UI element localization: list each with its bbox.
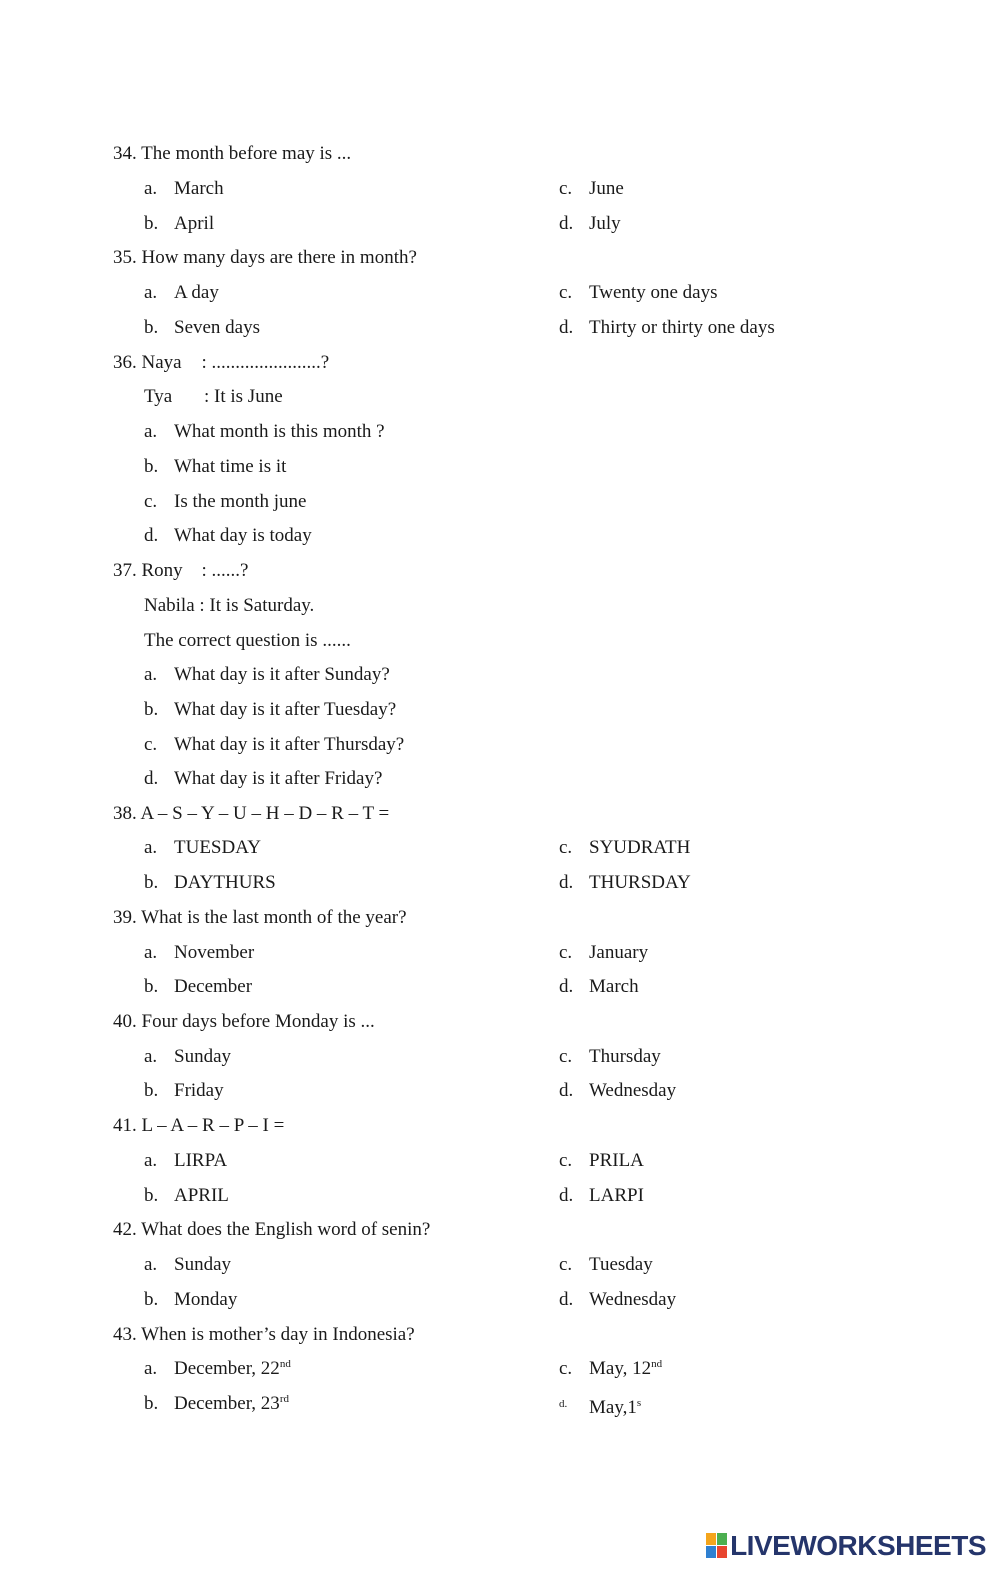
- question-prompt: The correct question is ......: [144, 630, 351, 651]
- option-letter: d.: [559, 213, 574, 234]
- option-text: December, 22: [174, 1358, 280, 1379]
- option-text: DAYTHURS: [174, 872, 276, 893]
- question-number: 43.: [113, 1324, 137, 1345]
- question-number: 38.: [113, 803, 137, 824]
- option-text: Thursday: [589, 1046, 661, 1067]
- option-letter: d.: [559, 1185, 574, 1206]
- option-letter: c.: [559, 1358, 573, 1379]
- question-40: [113, 1010, 375, 1034]
- option-letter: c.: [559, 1254, 573, 1275]
- option-text: June: [589, 178, 624, 199]
- option-letter: b.: [144, 1185, 159, 1206]
- dialog-line: : It is June: [204, 386, 283, 407]
- option-text: What day is it after Sunday?: [174, 664, 390, 685]
- option-43-d[interactable]: [559, 1392, 641, 1420]
- option-letter: b.: [144, 1289, 159, 1310]
- question-text: L – A – R – P – I =: [141, 1115, 285, 1136]
- question-35: [113, 246, 417, 270]
- question-text: Four days before Monday is ...: [141, 1011, 375, 1032]
- liveworksheets-icon: [706, 1533, 728, 1559]
- question-number: 37.: [113, 560, 137, 581]
- option-letter: d.: [559, 317, 574, 338]
- option-41-c[interactable]: [559, 1149, 644, 1173]
- option-34-c[interactable]: [559, 177, 624, 201]
- question-37: [113, 559, 248, 583]
- option-34-d[interactable]: [559, 212, 621, 236]
- option-text: LIRPA: [174, 1150, 228, 1171]
- option-36-d[interactable]: [144, 524, 312, 548]
- ordinal-suffix: s: [636, 1397, 642, 1409]
- option-36-b[interactable]: [144, 455, 286, 479]
- option-text: APRIL: [174, 1185, 229, 1206]
- option-42-d[interactable]: [559, 1288, 676, 1312]
- option-text: April: [174, 213, 215, 234]
- option-text: THURSDAY: [589, 872, 691, 893]
- option-39-a[interactable]: [144, 941, 254, 965]
- option-letter: d.: [559, 1080, 574, 1101]
- option-text: PRILA: [589, 1150, 644, 1171]
- option-text: January: [589, 942, 649, 963]
- option-letter: b.: [144, 213, 159, 234]
- option-text: Wednesday: [589, 1289, 677, 1310]
- option-letter: c.: [559, 942, 573, 963]
- option-37-b[interactable]: [144, 698, 396, 722]
- question-39: [113, 906, 407, 930]
- option-text: What day is it after Tuesday?: [174, 699, 397, 720]
- option-43-a[interactable]: [144, 1357, 291, 1381]
- option-letter: b.: [144, 317, 159, 338]
- option-letter: c.: [559, 837, 573, 858]
- option-letter: d.: [144, 525, 159, 546]
- option-39-c[interactable]: [559, 941, 648, 965]
- option-43-c[interactable]: [559, 1357, 662, 1381]
- option-text: May,1: [589, 1397, 637, 1418]
- option-text: A day: [174, 282, 219, 303]
- option-letter: a.: [144, 664, 158, 685]
- option-42-b[interactable]: [144, 1288, 237, 1312]
- option-text: What month is this month ?: [174, 421, 385, 442]
- option-36-c[interactable]: [144, 490, 306, 514]
- question-number: 41.: [113, 1115, 137, 1136]
- option-text: March: [589, 976, 639, 997]
- ordinal-suffix: nd: [279, 1358, 291, 1370]
- option-35-b[interactable]: [144, 316, 260, 340]
- option-38-c[interactable]: [559, 836, 690, 860]
- option-42-c[interactable]: [559, 1253, 653, 1277]
- option-35-d[interactable]: [559, 316, 775, 340]
- question-number: 34.: [113, 143, 137, 164]
- option-letter: a.: [144, 178, 158, 199]
- option-letter: d.: [559, 976, 574, 997]
- option-42-a[interactable]: [144, 1253, 231, 1277]
- dialog-row: [144, 385, 283, 409]
- question-34: [113, 142, 351, 166]
- option-41-d[interactable]: [559, 1184, 644, 1208]
- option-letter: c.: [144, 734, 158, 755]
- dialog-speaker: Nabila: [144, 595, 195, 616]
- option-text: December, 23: [174, 1393, 280, 1414]
- question-text: What is the last month of the year?: [141, 907, 407, 928]
- liveworksheets-wordmark: LIVEWORKSHEETS: [730, 1530, 986, 1561]
- option-text: March: [174, 178, 224, 199]
- question-38: [113, 802, 389, 826]
- liveworksheets-logo[interactable]: [706, 1531, 986, 1561]
- option-34-a[interactable]: [144, 177, 224, 201]
- option-letter: b.: [144, 872, 159, 893]
- option-43-b[interactable]: [144, 1392, 289, 1416]
- question-text: A – S – Y – U – H – D – R – T =: [140, 803, 390, 824]
- dialog-row: [144, 594, 314, 618]
- question-43: [113, 1323, 415, 1347]
- option-text: July: [589, 213, 621, 234]
- question-text: What does the English word of senin?: [141, 1219, 431, 1240]
- dialog-speaker: Rony: [141, 560, 183, 581]
- option-text: Sunday: [174, 1254, 231, 1275]
- question-text: When is mother’s day in Indonesia?: [141, 1324, 415, 1345]
- option-40-a[interactable]: [144, 1045, 231, 1069]
- option-40-b[interactable]: [144, 1079, 224, 1103]
- option-text: LARPI: [589, 1185, 644, 1206]
- option-35-a[interactable]: [144, 281, 219, 305]
- option-text: Sunday: [174, 1046, 231, 1067]
- option-letter: d.: [559, 872, 574, 893]
- option-text: Seven days: [174, 317, 261, 338]
- question-text: How many days are there in month?: [141, 247, 417, 268]
- option-letter: c.: [144, 491, 158, 512]
- question-number: 36.: [113, 352, 137, 373]
- option-text: Twenty one days: [589, 282, 718, 303]
- option-text: What day is today: [174, 525, 312, 546]
- question-42: [113, 1218, 430, 1242]
- option-letter: a.: [144, 837, 158, 858]
- option-40-c[interactable]: [559, 1045, 661, 1069]
- option-text: Is the month june: [174, 491, 307, 512]
- option-text: May, 12: [589, 1358, 652, 1379]
- option-37-c[interactable]: [144, 733, 404, 757]
- option-letter: a.: [144, 1046, 158, 1067]
- option-letter: a.: [144, 1254, 158, 1275]
- option-letter: a.: [144, 1150, 158, 1171]
- option-text: November: [174, 942, 255, 963]
- option-letter: c.: [559, 282, 573, 303]
- option-text: What day is it after Friday?: [174, 768, 383, 789]
- option-letter: d.: [559, 1398, 568, 1410]
- option-text: What day is it after Thursday?: [174, 734, 405, 755]
- option-40-d[interactable]: [559, 1079, 676, 1103]
- option-letter: a.: [144, 282, 158, 303]
- dialog-line: : .......................?: [201, 352, 330, 373]
- ordinal-suffix: rd: [279, 1393, 289, 1405]
- option-letter: b.: [144, 1393, 159, 1414]
- option-text: Friday: [174, 1080, 224, 1101]
- option-37-a[interactable]: [144, 663, 390, 687]
- option-text: Wednesday: [589, 1080, 677, 1101]
- option-letter: d.: [559, 1289, 574, 1310]
- dialog-speaker: Naya: [141, 352, 182, 373]
- dialog-line: : It is Saturday.: [199, 595, 315, 616]
- option-text: Monday: [174, 1289, 238, 1310]
- option-letter: b.: [144, 699, 159, 720]
- option-35-c[interactable]: [559, 281, 717, 305]
- option-text: December: [174, 976, 253, 997]
- option-letter: d.: [144, 768, 159, 789]
- option-text: SYUDRATH: [589, 837, 691, 858]
- question-number: 42.: [113, 1219, 137, 1240]
- option-letter: a.: [144, 1358, 158, 1379]
- option-39-d[interactable]: [559, 975, 639, 999]
- option-39-b[interactable]: [144, 975, 252, 999]
- option-letter: a.: [144, 421, 158, 442]
- option-letter: a.: [144, 942, 158, 963]
- question-36: [113, 351, 329, 375]
- ordinal-suffix: nd: [651, 1358, 663, 1370]
- option-41-b[interactable]: [144, 1184, 229, 1208]
- option-38-d[interactable]: [559, 871, 691, 895]
- question-number: 39.: [113, 907, 137, 928]
- option-letter: c.: [559, 1150, 573, 1171]
- question-41: [113, 1114, 284, 1138]
- dialog-speaker: Tya: [144, 386, 173, 407]
- option-text: Tuesday: [589, 1254, 653, 1275]
- option-36-a[interactable]: [144, 420, 385, 444]
- option-letter: b.: [144, 456, 159, 477]
- dialog-line: : ......?: [201, 560, 249, 581]
- question-number: 35.: [113, 247, 137, 268]
- option-38-b[interactable]: [144, 871, 276, 895]
- option-text: What time is it: [174, 456, 287, 477]
- option-letter: b.: [144, 976, 159, 997]
- question-number: 40.: [113, 1011, 137, 1032]
- option-letter: c.: [559, 1046, 573, 1067]
- option-letter: c.: [559, 178, 573, 199]
- option-letter: b.: [144, 1080, 159, 1101]
- option-text: TUESDAY: [174, 837, 261, 858]
- question-text: The month before may is ...: [141, 143, 352, 164]
- option-37-d[interactable]: [144, 767, 382, 791]
- option-text: Thirty or thirty one days: [589, 317, 775, 338]
- option-41-a[interactable]: [144, 1149, 227, 1173]
- option-34-b[interactable]: [144, 212, 214, 236]
- option-38-a[interactable]: [144, 836, 261, 860]
